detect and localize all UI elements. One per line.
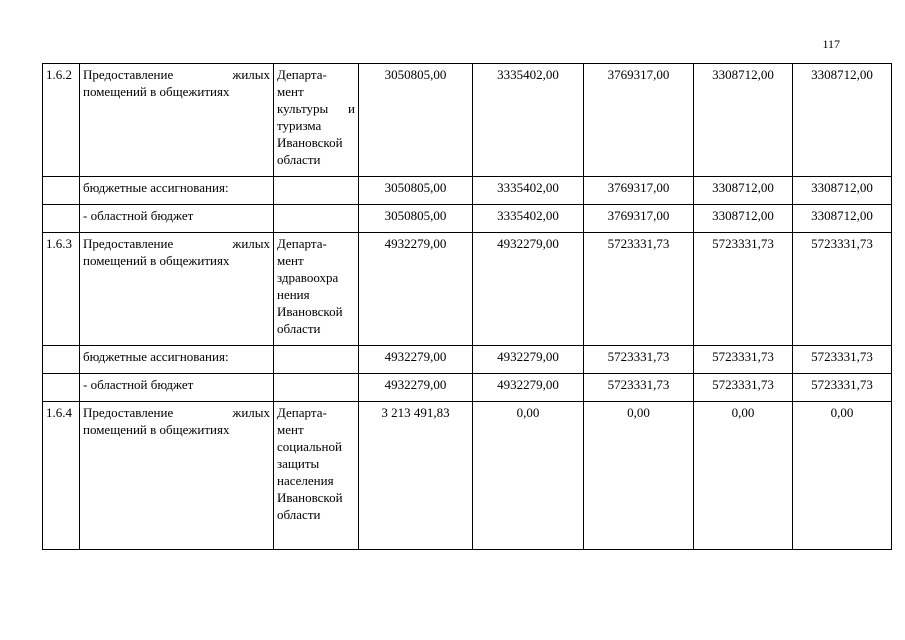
page-number: 117 (822, 37, 840, 51)
department-line: нения (277, 287, 310, 302)
department-line: области (277, 507, 321, 522)
value-cell-2: 0,00 (473, 402, 584, 550)
department-line: Ивановской (277, 490, 343, 505)
row-name-line: помещений в общежитиях (83, 253, 230, 268)
value-cell-2: 3335402,00 (473, 64, 584, 177)
table-row (43, 177, 892, 205)
row-code: 1.6.4 (43, 402, 80, 550)
value-cell-1: 3050805,00 (359, 64, 473, 177)
value-cell-3: 3769317,00 (584, 205, 694, 233)
department-line: области (277, 321, 321, 336)
row-code: 1.6.2 (43, 64, 80, 177)
department-line: здравоохра (277, 270, 339, 285)
department-line: мент (277, 422, 304, 437)
row-department (274, 205, 359, 233)
budget-table (42, 63, 892, 550)
row-department (274, 177, 359, 205)
row-name-line: Предоставление жилых (83, 405, 270, 420)
value-cell-2: 4932279,00 (473, 346, 584, 374)
table-row (43, 374, 892, 402)
value-cell-3: 5723331,73 (584, 233, 694, 346)
department-line: Ивановской (277, 135, 343, 150)
department-line: Департа- (277, 67, 327, 82)
row-department (274, 374, 359, 402)
row-name: - областной бюджет (80, 205, 274, 233)
row-code (43, 205, 80, 233)
value-cell-5: 5723331,73 (793, 374, 892, 402)
value-cell-1: 3050805,00 (359, 177, 473, 205)
value-cell-3: 3769317,00 (584, 177, 694, 205)
value-cell-4: 3308712,00 (694, 177, 793, 205)
value-cell-5: 3308712,00 (793, 177, 892, 205)
department-line: социальной (277, 439, 342, 454)
row-code (43, 346, 80, 374)
row-name-line: Предоставление жилых (83, 67, 270, 82)
row-name (80, 64, 274, 177)
value-cell-4: 5723331,73 (694, 233, 793, 346)
value-cell-1: 3050805,00 (359, 205, 473, 233)
department-line: Департа- (277, 236, 327, 251)
value-cell-5: 3308712,00 (793, 64, 892, 177)
department-line: защиты (277, 456, 320, 471)
department-line: мент (277, 253, 304, 268)
value-cell-2: 3335402,00 (473, 177, 584, 205)
value-cell-5: 0,00 (793, 402, 892, 550)
row-code: 1.6.3 (43, 233, 80, 346)
value-cell-5: 5723331,73 (793, 233, 892, 346)
row-name (80, 233, 274, 346)
value-cell-5: 3308712,00 (793, 205, 892, 233)
department-line: туризма (277, 118, 322, 133)
value-cell-4: 3308712,00 (694, 205, 793, 233)
department-line: области (277, 152, 321, 167)
table-row (43, 346, 892, 374)
table-row (43, 402, 892, 550)
row-name-line: помещений в общежитиях (83, 84, 230, 99)
value-cell-4: 3308712,00 (694, 64, 793, 177)
department-line: культуры и (277, 101, 355, 116)
value-cell-1: 4932279,00 (359, 233, 473, 346)
value-cell-2: 4932279,00 (473, 233, 584, 346)
value-cell-1: 4932279,00 (359, 346, 473, 374)
value-cell-2: 4932279,00 (473, 374, 584, 402)
row-department (274, 64, 359, 177)
row-name-line: помещений в общежитиях (83, 422, 230, 437)
value-cell-4: 5723331,73 (694, 374, 793, 402)
table-row (43, 205, 892, 233)
row-code (43, 374, 80, 402)
department-line: Департа- (277, 405, 327, 420)
row-department (274, 346, 359, 374)
department-line: мент (277, 84, 304, 99)
department-line: Ивановской (277, 304, 343, 319)
value-cell-5: 5723331,73 (793, 346, 892, 374)
row-name: - областной бюджет (80, 374, 274, 402)
value-cell-1: 4932279,00 (359, 374, 473, 402)
row-department (274, 402, 359, 550)
table-row (43, 64, 892, 177)
row-department (274, 233, 359, 346)
department-line: населения (277, 473, 334, 488)
value-cell-3: 3769317,00 (584, 64, 694, 177)
budget-table-body (43, 64, 892, 550)
value-cell-3: 0,00 (584, 402, 694, 550)
row-name-line: Предоставление жилых (83, 236, 270, 251)
value-cell-1: 3 213 491,83 (359, 402, 473, 550)
row-name: бюджетные ассигнования: (80, 346, 274, 374)
row-name (80, 402, 274, 550)
value-cell-4: 0,00 (694, 402, 793, 550)
row-code (43, 177, 80, 205)
table-row (43, 233, 892, 346)
value-cell-3: 5723331,73 (584, 346, 694, 374)
value-cell-3: 5723331,73 (584, 374, 694, 402)
value-cell-2: 3335402,00 (473, 205, 584, 233)
value-cell-4: 5723331,73 (694, 346, 793, 374)
row-name: бюджетные ассигнования: (80, 177, 274, 205)
